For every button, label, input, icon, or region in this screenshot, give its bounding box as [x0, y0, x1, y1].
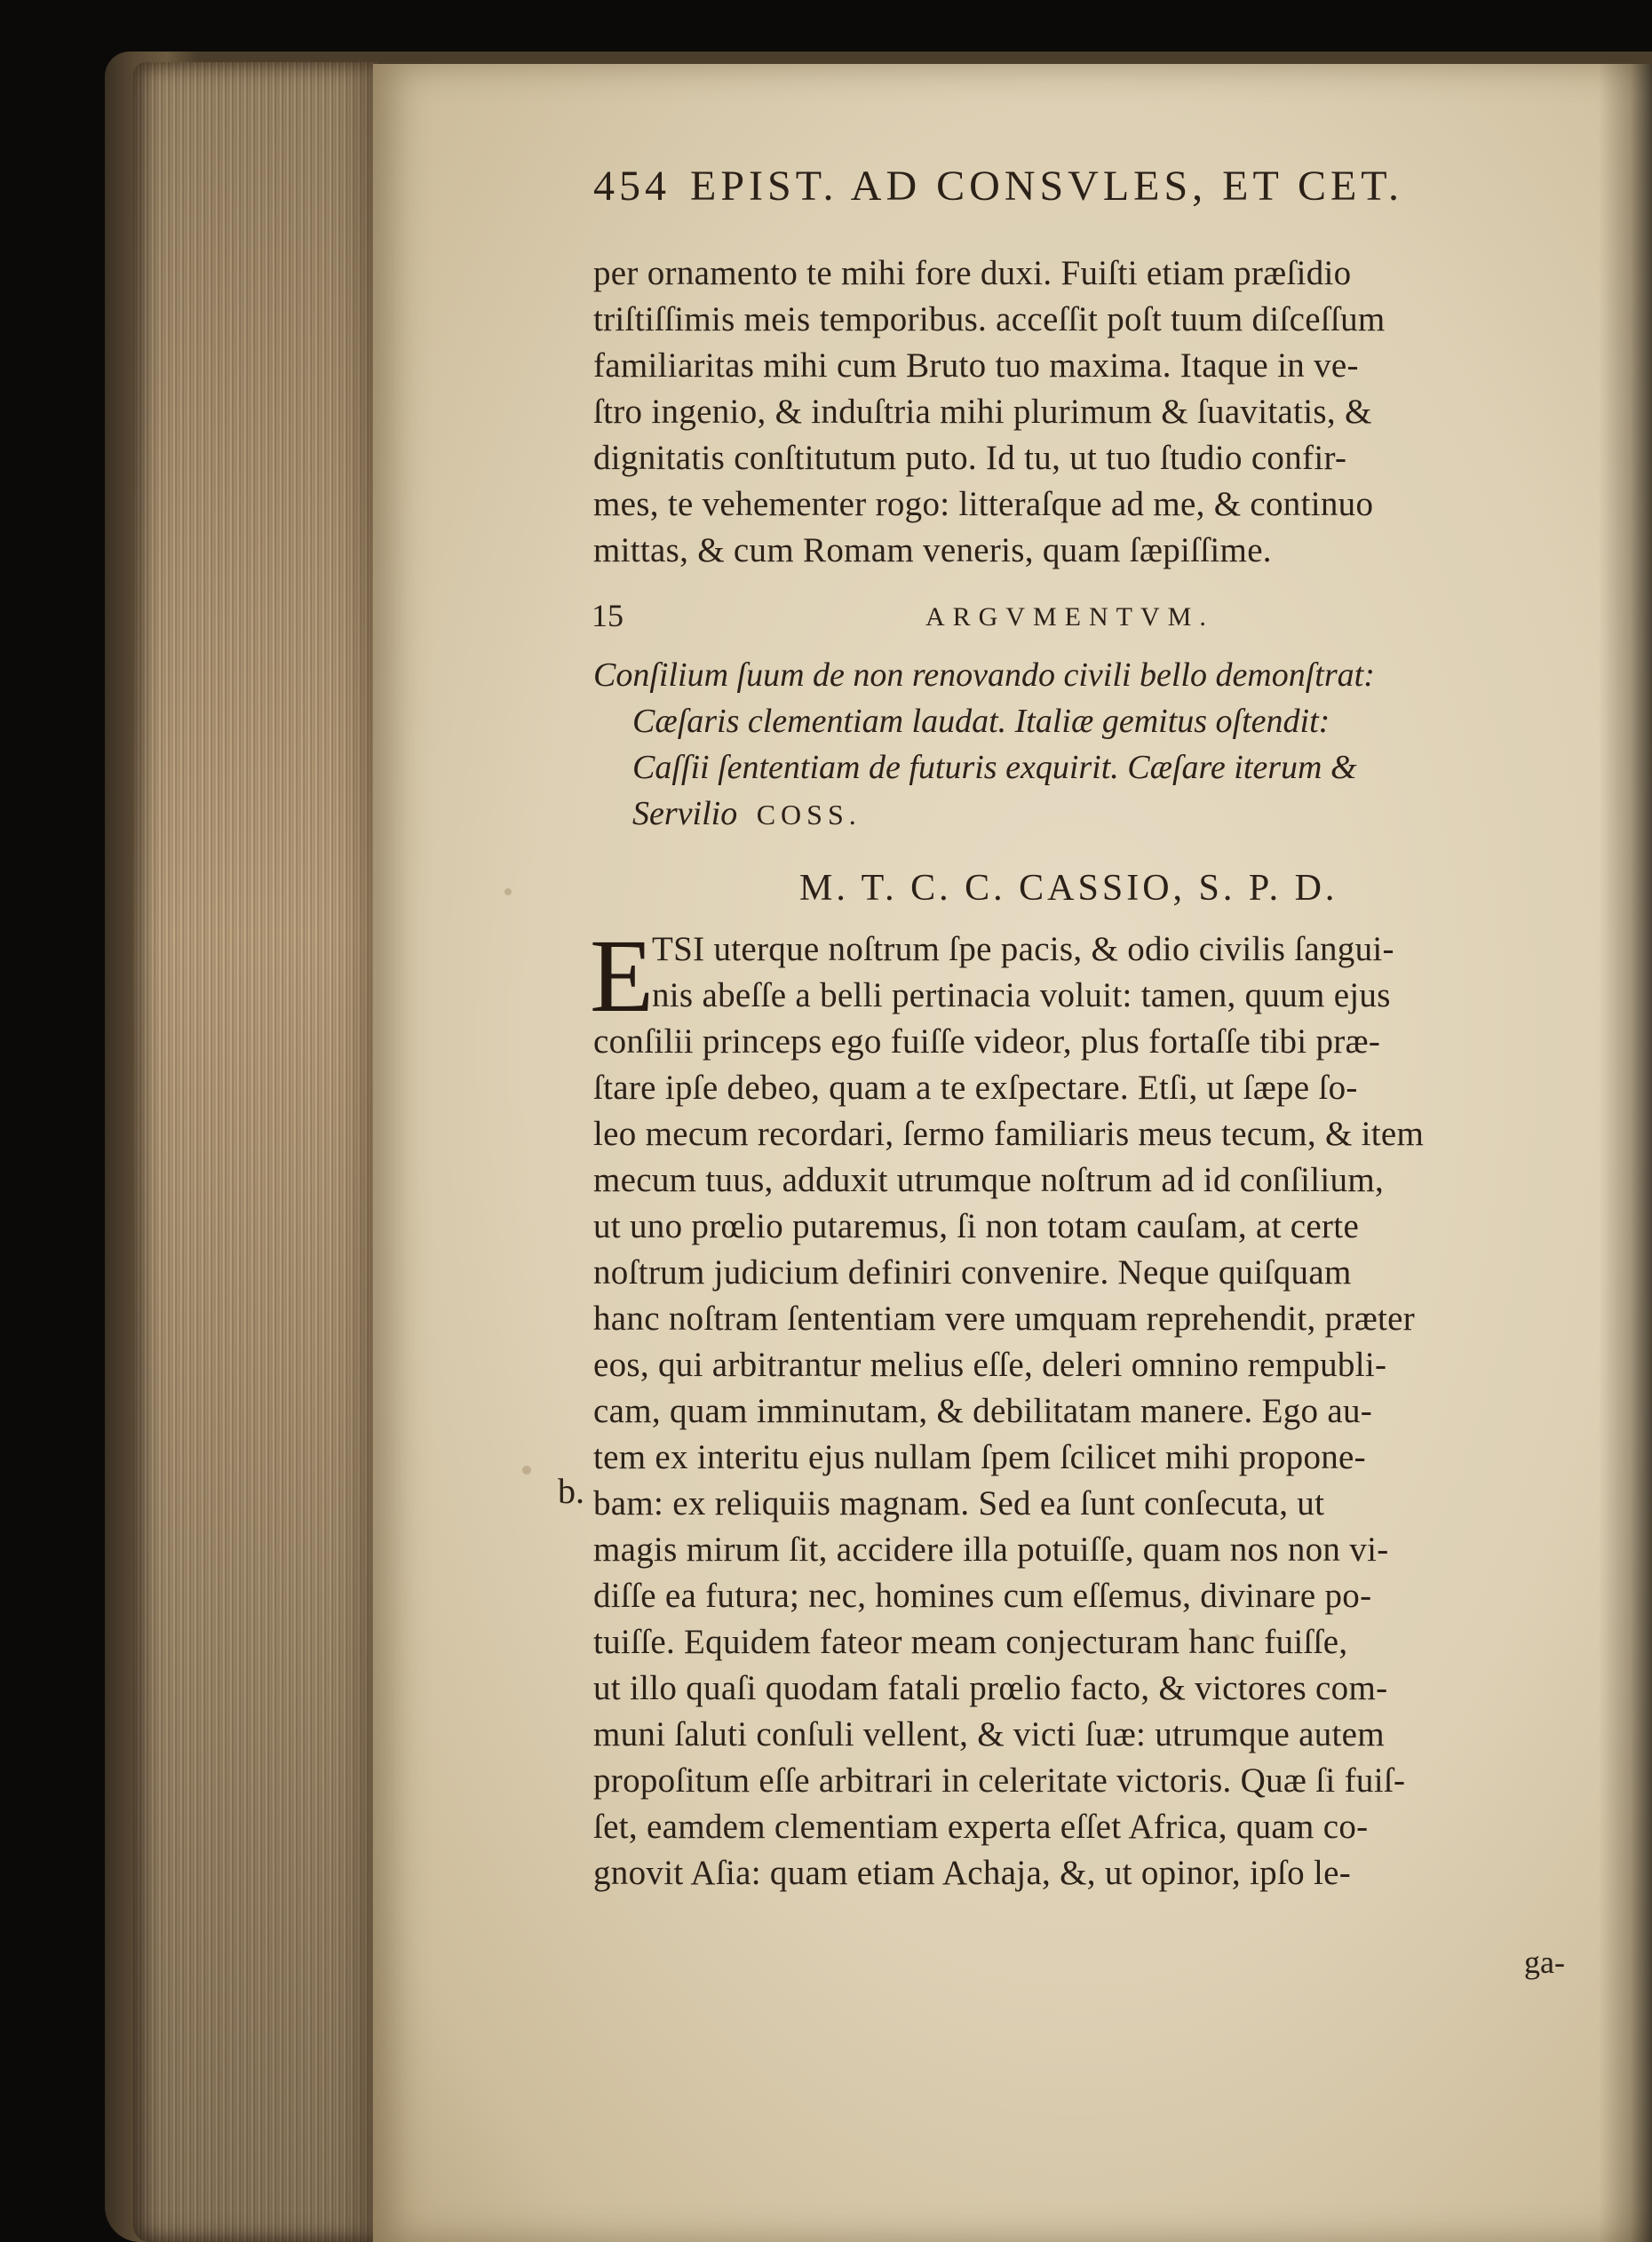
text-line: diſſe ea futura; nec, homines cum eſſemus, divinare po-	[593, 1577, 1372, 1615]
text-line: noſtrum judicium definiri convenire. Neque quiſquam	[593, 1253, 1352, 1292]
text-line: magis mirum ſit, accidere illa potuiſſe, quam nos non vi-	[593, 1530, 1389, 1569]
text-line: dignitatis conſtitutum puto. Id tu, ut tuo ſtudio confir-	[593, 439, 1347, 477]
text-line: bam: ex reliquiis magnam. Sed ea ſunt conſecuta, ut	[593, 1484, 1325, 1522]
page-gutter-shadow	[1599, 64, 1652, 2242]
summary-line: Conſilium ſuum de non renovando civili bello demonſtrat:	[593, 656, 1375, 694]
argumentum-heading: ARGVMENTVM.	[925, 602, 1214, 632]
page-edges	[133, 62, 377, 2242]
text-line: mittas, & cum Romam veneris, quam ſæpiſſime.	[593, 531, 1272, 569]
text-line: triſtiſſimis meis temporibus. acceſſit poſt tuum diſceſſum	[593, 300, 1386, 338]
text-line: hanc noſtram ſententiam vere umquam reprehendit, præter	[593, 1300, 1416, 1338]
paper-spot	[504, 888, 512, 895]
drop-cap: E	[590, 918, 655, 1034]
summary-text: Servilio	[632, 795, 738, 832]
text-line: gnovit Aſia: quam etiam Achaja, &, ut opinor, ipſo le-	[593, 1854, 1351, 1892]
text-line: ſtro ingenio, & induſtria mihi plurimum & ſuavitatis, &	[593, 393, 1372, 431]
text-line: tuiſſe. Equidem fateor meam conjecturam hanc fuiſſe,	[593, 1623, 1348, 1661]
paper-spot	[522, 1466, 531, 1475]
text-line: cam, quam imminutam, & debilitatam manere. Ego au-	[593, 1392, 1373, 1430]
running-title: EPIST. AD CONSVLES, ET CET.	[690, 163, 1404, 210]
text-line: TSI uterque noſtrum ſpe pacis, & odio civilis ſangui-	[652, 930, 1394, 968]
margin-note: b.	[558, 1471, 584, 1511]
summary-line: Caſſii ſententiam de futuris exquirit. Cæſare iterum &	[632, 749, 1357, 786]
text-line: per ornamento te mihi fore duxi. Fuiſti etiam præſidio	[593, 254, 1352, 292]
text-line: propoſitum eſſe arbitrari in celeritate victoris. Quæ ſi fuiſ-	[593, 1761, 1406, 1800]
text-line: familiaritas mihi cum Bruto tuo maxima. Itaque in ve-	[593, 346, 1359, 385]
text-line: ſtare ipſe debeo, quam a te exſpectare. Etſi, ut ſæpe ſo-	[593, 1069, 1358, 1107]
text-line: mes, te vehementer rogo: litteraſque ad me, & continuo	[593, 485, 1374, 523]
text-line: eos, qui arbitrantur melius eſſe, deleri omnino rempubli-	[593, 1346, 1387, 1384]
text-line: ſet, eamdem clementiam experta eſſet Africa, quam co-	[593, 1808, 1369, 1846]
text-line: muni ſaluti conſuli vellent, & victi ſuæ: utrumque autem	[593, 1715, 1385, 1753]
page-number: 454	[593, 163, 671, 210]
summary-line	[632, 794, 862, 833]
text-line: leo mecum recordari, ſermo familiaris meus tecum, & item	[593, 1115, 1425, 1153]
summary-line: Cæſaris clementiam laudat. Italiæ gemitus oſtendit:	[632, 703, 1330, 740]
text-line: conſilii princeps ego fuiſſe videor, plus fortaſſe tibi præ-	[593, 1022, 1381, 1061]
text-line: ut illo quaſi quodam fatali prœlio facto, & victores com-	[593, 1669, 1388, 1707]
text-line: ut uno prœlio putaremus, ſi non totam cauſam, at certe	[593, 1207, 1360, 1245]
running-head	[593, 162, 1403, 211]
letter-number: 15	[592, 598, 623, 633]
text-line: mecum tuus, adduxit utrumque noſtrum ad id conſilium,	[593, 1161, 1385, 1199]
catchword: ga-	[1524, 1944, 1565, 1980]
salutation: M. T. C. C. CASSIO, S. P. D.	[799, 868, 1338, 909]
text-line: nis abeſſe a belli pertinacia voluit: tamen, quum ejus	[652, 976, 1391, 1014]
consuls-abbrev: COSS.	[756, 799, 862, 831]
text-line: tem ex interitu ejus nullam ſpem ſcilicet mihi propone-	[593, 1438, 1366, 1476]
